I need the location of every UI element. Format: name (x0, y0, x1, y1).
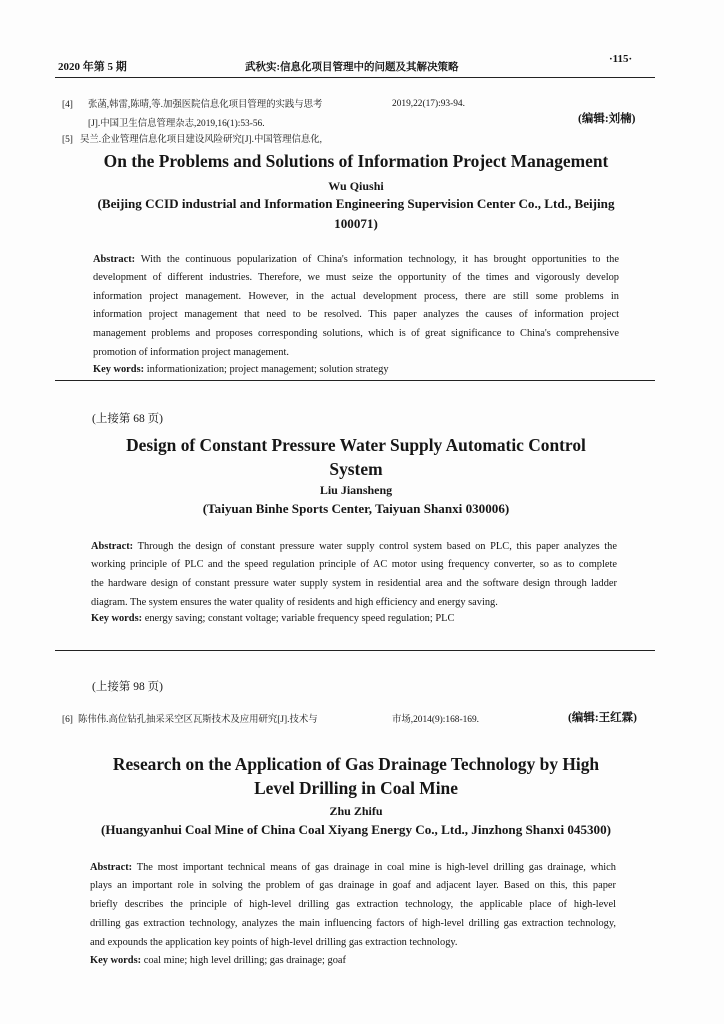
keywords-text: coal mine; high level drilling; gas drainage; goaf (143, 955, 346, 966)
abstract-line: drilling gas extraction technology, analyzes the main influencing factors of high-level drilling gas extraction technology, (90, 917, 616, 929)
abstract-text: Through the design of constant pressure water supply control system based on PLC, this paper analyzes the (137, 540, 617, 552)
article-1-affiliation (40, 194, 672, 234)
keywords-label: Key words: (91, 613, 143, 624)
ref-4-line2: [J].中国卫生信息管理杂志,2019,16(1):53-56. (88, 119, 265, 129)
ref-5-label: [5] (62, 135, 73, 145)
abstract-line: development of different industries. Therefore, we must seize the opportunity of the times and vigorously develop (93, 272, 619, 284)
continuation-note: (上接第 68 页) (92, 413, 163, 425)
header-rule (55, 77, 655, 78)
article-2-keywords (91, 610, 454, 628)
abstract-line: and expounds the application key points of high-level drilling gas extraction technology. (90, 936, 458, 948)
page-number: ·115· (609, 53, 633, 65)
ref-4-label: [4] (62, 100, 73, 110)
article-2-abstract (91, 538, 617, 613)
section-rule (55, 380, 655, 381)
article-1-author: Wu Qiushi (328, 179, 384, 193)
abstract-text: With the continuous popularization of China's information technology, it has brought opportunities to the (140, 253, 619, 265)
article-2-affiliation (40, 499, 672, 519)
abstract-line: promotion of information project management. (93, 346, 289, 358)
running-title: 武秋实:信息化项目管理中的问题及其解决策略 (245, 62, 459, 73)
abstract-line: plays an important role in solving the problem of gas drainage in goaf and adjacent layer. Based on this, this paper (90, 880, 616, 892)
article-title-line: Level Drilling in Coal Mine (254, 777, 458, 798)
keywords-label: Key words: (93, 364, 145, 375)
abstract-label: Abstract: (93, 253, 136, 265)
abstract-line: diagram. The system ensures the water quality of residents and high efficiency and energy saving. (91, 596, 498, 608)
ref-6-label: [6] (62, 715, 73, 725)
ref-5-continued: 2019,22(17):93-94. (392, 99, 465, 109)
affiliation-line: (Huangyanhui Coal Mine of China Coal Xiyang Energy Co., Ltd., Jinzhong Shanxi 045300) (100, 822, 612, 837)
abstract-line: working principle of PLC and the speed regulation principle of AC motor using frequency converter, so as to complete (91, 559, 617, 571)
section-rule (55, 650, 655, 651)
affiliation-line: (Beijing CCID industrial and Information Engineering Supervision Center Co., Ltd., Beijing (97, 196, 615, 211)
abstract-line (93, 251, 619, 270)
ref-5-line1: 吴兰.企业管理信息化项目建设风险研究[J].中国管理信息化, (80, 135, 322, 145)
article-1-title (40, 150, 672, 174)
abstract-line: information project management that need to be resolved. This paper analyzes the causes of information project (93, 309, 619, 321)
editor-note: (编辑:刘楠) (578, 113, 636, 125)
article-3-author: Zhu Zhifu (329, 804, 383, 818)
article-title-line: Design of Constant Pressure Water Supply Automatic Control (126, 435, 586, 455)
issue-label: 2020 年第 5 期 (58, 61, 127, 73)
article-1-keywords (93, 361, 389, 379)
article-title-line: On the Problems and Solutions of Information Project Management (103, 151, 609, 171)
article-title-line: System (329, 458, 383, 479)
ref-6-continued: 市场,2014(9):168-169. (392, 715, 479, 725)
abstract-label: Abstract: (90, 861, 133, 873)
ref-6-line1: 陈伟伟.高位钻孔抽采采空区瓦斯技术及应用研究[J].技术与 (78, 715, 318, 725)
keywords-text: energy saving; constant voltage; variable frequency speed regulation; PLC (144, 613, 455, 624)
abstract-line: the hardware design of constant pressure water supply system in residential area and the software design through ladder (91, 578, 617, 589)
abstract-line: information project management. However, in the actual development process, there are still some problems in (93, 290, 619, 302)
article-1-abstract (93, 251, 619, 363)
ref-4-line1: 张菡,韩雷,陈晴,等.加强医院信息化项目管理的实践与思考 (88, 100, 323, 110)
abstract-line (90, 859, 616, 878)
editor-note: (编辑:王红霖) (568, 712, 637, 724)
keywords-text: informationization; project management; solution strategy (146, 364, 389, 375)
article-2-title (40, 434, 672, 481)
article-3-keywords (90, 952, 346, 970)
continuation-note: (上接第 98 页) (92, 681, 163, 693)
keywords-label: Key words: (90, 955, 142, 966)
abstract-line: management problems and proposes corresponding solutions, which is of great significance to China's comprehensive (93, 328, 619, 340)
abstract-label: Abstract: (91, 540, 134, 552)
affiliation-line: 100071) (334, 216, 378, 231)
article-2-author: Liu Jiansheng (319, 483, 393, 497)
article-3-title (40, 753, 672, 800)
abstract-text: The most important technical means of gas drainage in coal mine is high-level drilling gas drainage, which (136, 861, 616, 873)
article-3-abstract (90, 859, 616, 953)
abstract-line: briefly describes the principle of high-level drilling gas extraction technology, the applicable place of high-level (90, 899, 616, 911)
affiliation-line: (Taiyuan Binhe Sports Center, Taiyuan Shanxi 030006) (202, 501, 510, 516)
article-title-line: Research on the Application of Gas Drainage Technology by High (112, 754, 600, 774)
article-3-affiliation (40, 820, 672, 840)
abstract-line (91, 538, 617, 557)
